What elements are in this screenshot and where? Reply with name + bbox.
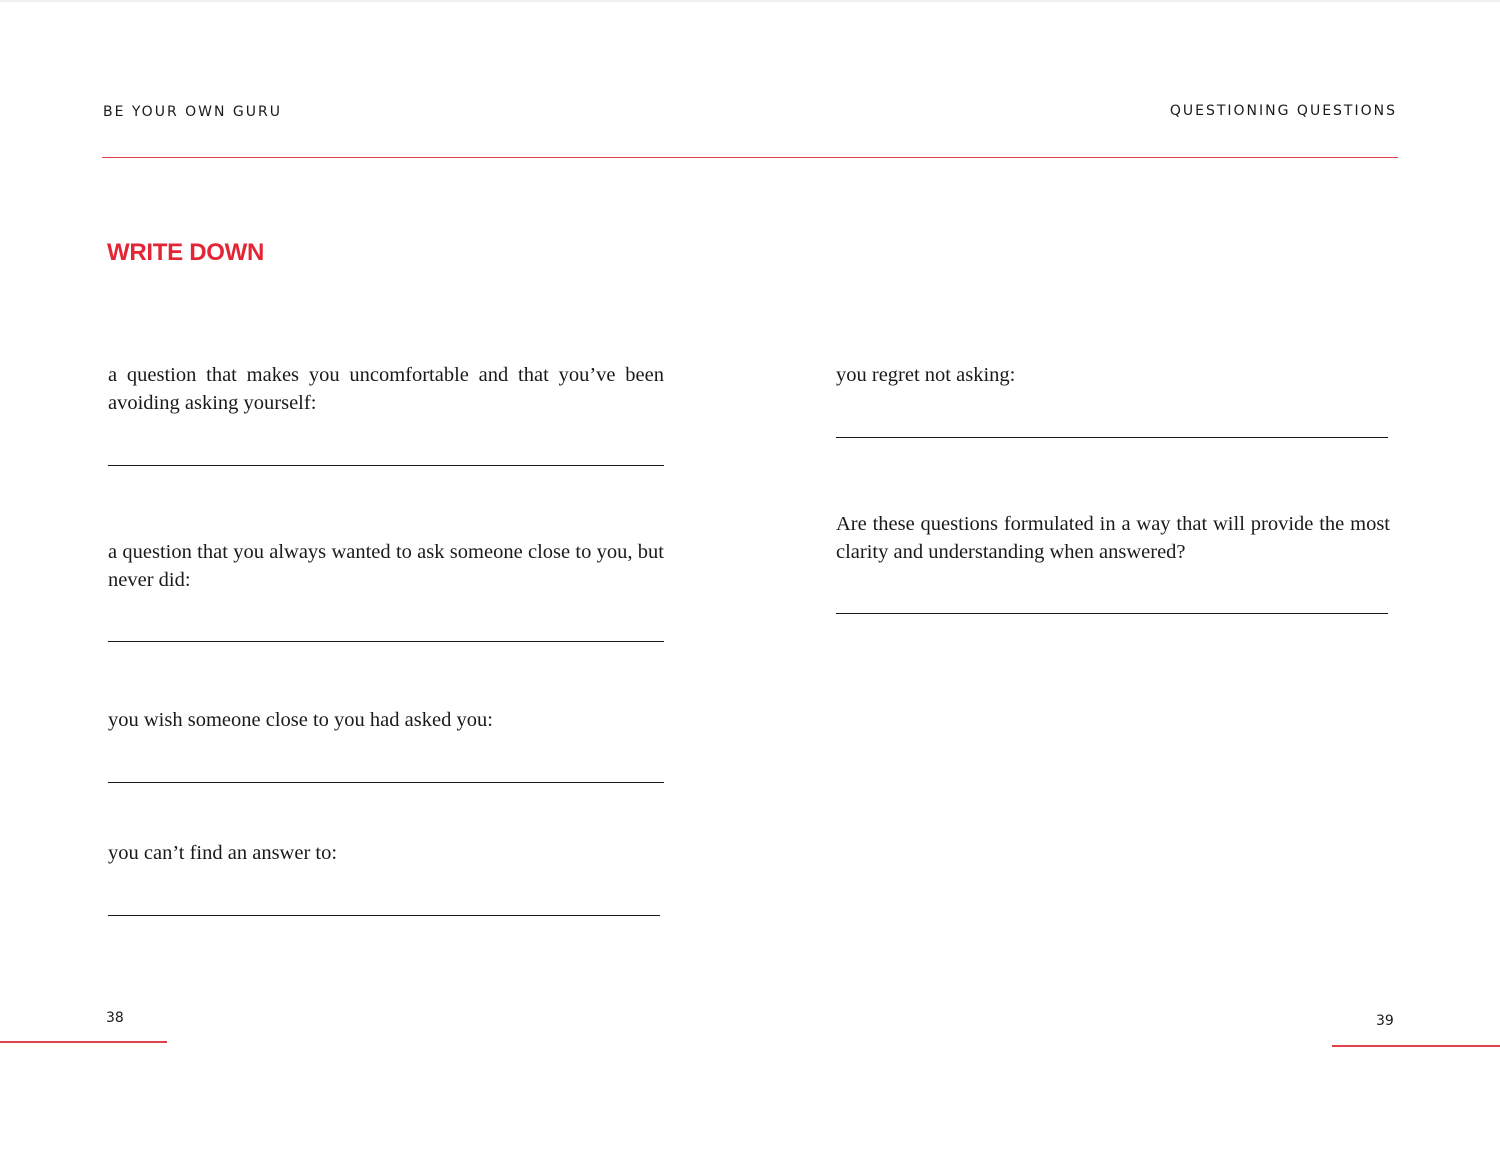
running-header-right: QUESTIONING QUESTIONS (1169, 103, 1397, 119)
answer-line-always-wanted-to-ask[interactable] (108, 641, 664, 642)
prompt-always-wanted-to-ask: a question that you always wanted to ask someone close to you, but never did: (108, 541, 664, 591)
answer-line-uncomfortable-question[interactable] (108, 465, 664, 466)
page-number-right: 39 (1376, 1013, 1394, 1029)
answer-line-regret-not-asking[interactable] (836, 437, 1388, 438)
answer-line-wish-someone-asked[interactable] (108, 782, 664, 783)
answer-line-cant-find-answer[interactable] (108, 915, 660, 916)
prompt-clarity-check: Are these questions formulated in a way that will provide the most clarity and understanding when answered? (836, 513, 1390, 563)
footer-rule-left (0, 1041, 167, 1043)
running-header-left: BE YOUR OWN GURU (103, 104, 282, 120)
section-title: WRITE DOWN (107, 239, 264, 266)
top-border (0, 0, 1500, 2)
prompt-regret-not-asking: you regret not asking: (836, 364, 1016, 386)
answer-line-clarity-check[interactable] (836, 613, 1388, 614)
header-rule (102, 157, 1398, 158)
prompt-wish-someone-asked: you wish someone close to you had asked you: (108, 709, 493, 731)
prompt-cant-find-answer: you can’t find an answer to: (108, 842, 338, 864)
footer-rule-right (1332, 1045, 1500, 1047)
prompt-uncomfortable-question: a question that makes you uncomfortable and that you’ve been avoiding asking yourself: (108, 364, 664, 414)
page-number-left: 38 (106, 1010, 124, 1026)
